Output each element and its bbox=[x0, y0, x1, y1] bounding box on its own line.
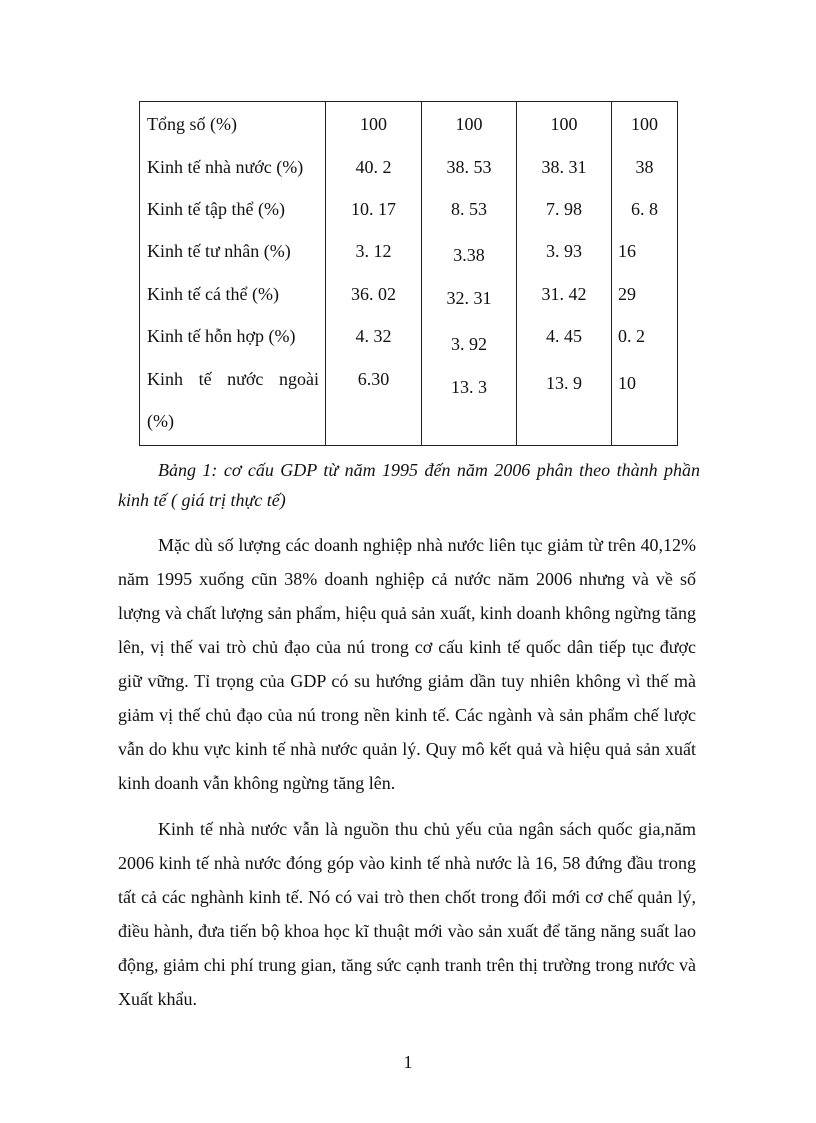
table-row bbox=[140, 102, 678, 146]
table-cell: 38. 53 bbox=[422, 146, 517, 188]
table-cell: 40. 2 bbox=[326, 146, 422, 188]
page-number: 1 bbox=[403, 1052, 413, 1072]
table-cell: 16 bbox=[612, 230, 678, 272]
table-cell: 7. 98 bbox=[517, 188, 612, 230]
row-label: Kinh tế cá thể (%) bbox=[140, 273, 326, 315]
body-paragraph: Mặc dù số lượng các doanh nghiệp nhà nước liên tục giảm từ trên 40,12% năm 1995 xuống cũn 38% doanh nghiệp cả nước năm 2006 nhưng và về số lượng và chất lượng sản phẩm, hiệu quả sản xuất, kinh doanh không ngừng tăng lên, vị thế vai trò chủ đạo của nú trong cơ cấu kinh tế quốc dân tiếp tục được giữ vững. Tỉ trọng của GDP có su hướng giảm dần tuy nhiên không vì thế mà giảm vị thế chủ đạo của nú trong nền kinh tế. Các ngành và sản phẩm chế lược vẫn do khu vực kinh tế nhà nước quản lý. Quy mô kết quả và hiệu quả sản xuất kinh doanh vẫn không ngừng tăng lên. bbox=[118, 535, 696, 793]
table-row bbox=[140, 230, 678, 272]
row-label: Kinh tế nhà nước (%) bbox=[140, 146, 326, 188]
row-label: Tổng số (%) bbox=[140, 102, 326, 146]
body-paragraph: Kinh tế nhà nước vẫn là nguồn thu chủ yếu của ngân sách quốc gia,năm 2006 kinh tế nhà nước đóng góp vào kinh tế nhà nước là 16, 58 đứng đầu trong tất cả các nghành kinh tế. Nó có vai trò then chốt trong đổi mới cơ chế quản lý, điều hành, đưa tiến bộ khoa học kĩ thuật mới vào sản xuất để tăng năng suất lao động, giảm chi phí trung gian, tăng sức cạnh tranh trên thị trường trong nước và Xuất khẩu. bbox=[118, 819, 696, 1009]
table-cell: 100 bbox=[422, 102, 517, 146]
table-row bbox=[140, 358, 678, 446]
table-cell: 4. 32 bbox=[326, 315, 422, 357]
table-cell: 100 bbox=[326, 102, 422, 146]
table-cell: 38. 31 bbox=[517, 146, 612, 188]
table-cell: 29 bbox=[612, 273, 678, 315]
table-cell: 3. 92 bbox=[422, 315, 517, 357]
row-label: Kinh tế hỗn hợp (%) bbox=[140, 315, 326, 357]
table-cell: 32. 31 bbox=[422, 273, 517, 315]
table-row bbox=[140, 188, 678, 230]
table-cell: 3. 12 bbox=[326, 230, 422, 272]
table-cell: 36. 02 bbox=[326, 273, 422, 315]
table-cell: 13. 9 bbox=[517, 358, 612, 446]
table-cell: 10 bbox=[612, 358, 678, 446]
row-label-line-2: (%) bbox=[147, 410, 174, 431]
table-cell: 3. 93 bbox=[517, 230, 612, 272]
table-row bbox=[140, 273, 678, 315]
row-label: Kinh tế tư nhân (%) bbox=[140, 230, 326, 272]
table-row bbox=[140, 315, 678, 357]
table-caption: Bảng 1: cơ cấu GDP từ năm 1995 đến năm 2006 phân theo thành phần kinh tế ( giá trị thực tế) bbox=[118, 460, 700, 510]
table-cell: 8. 53 bbox=[422, 188, 517, 230]
row-label bbox=[140, 358, 326, 446]
table-cell: 10. 17 bbox=[326, 188, 422, 230]
table-cell: 4. 45 bbox=[517, 315, 612, 357]
table-cell: 3.38 bbox=[422, 230, 517, 272]
table-cell: 13. 3 bbox=[422, 358, 517, 446]
table-cell: 38 bbox=[612, 146, 678, 188]
row-label: Kinh tế tập thể (%) bbox=[140, 188, 326, 230]
table-cell: 100 bbox=[517, 102, 612, 146]
table-cell: 6.30 bbox=[326, 358, 422, 446]
table-row bbox=[140, 146, 678, 188]
table-cell: 100 bbox=[612, 102, 678, 146]
gdp-structure-table bbox=[139, 101, 678, 446]
row-label-line-1: Kinh tế nước ngoài bbox=[147, 368, 319, 389]
table-cell: 6. 8 bbox=[612, 188, 678, 230]
table-cell: 31. 42 bbox=[517, 273, 612, 315]
table-cell: 0. 2 bbox=[612, 315, 678, 357]
